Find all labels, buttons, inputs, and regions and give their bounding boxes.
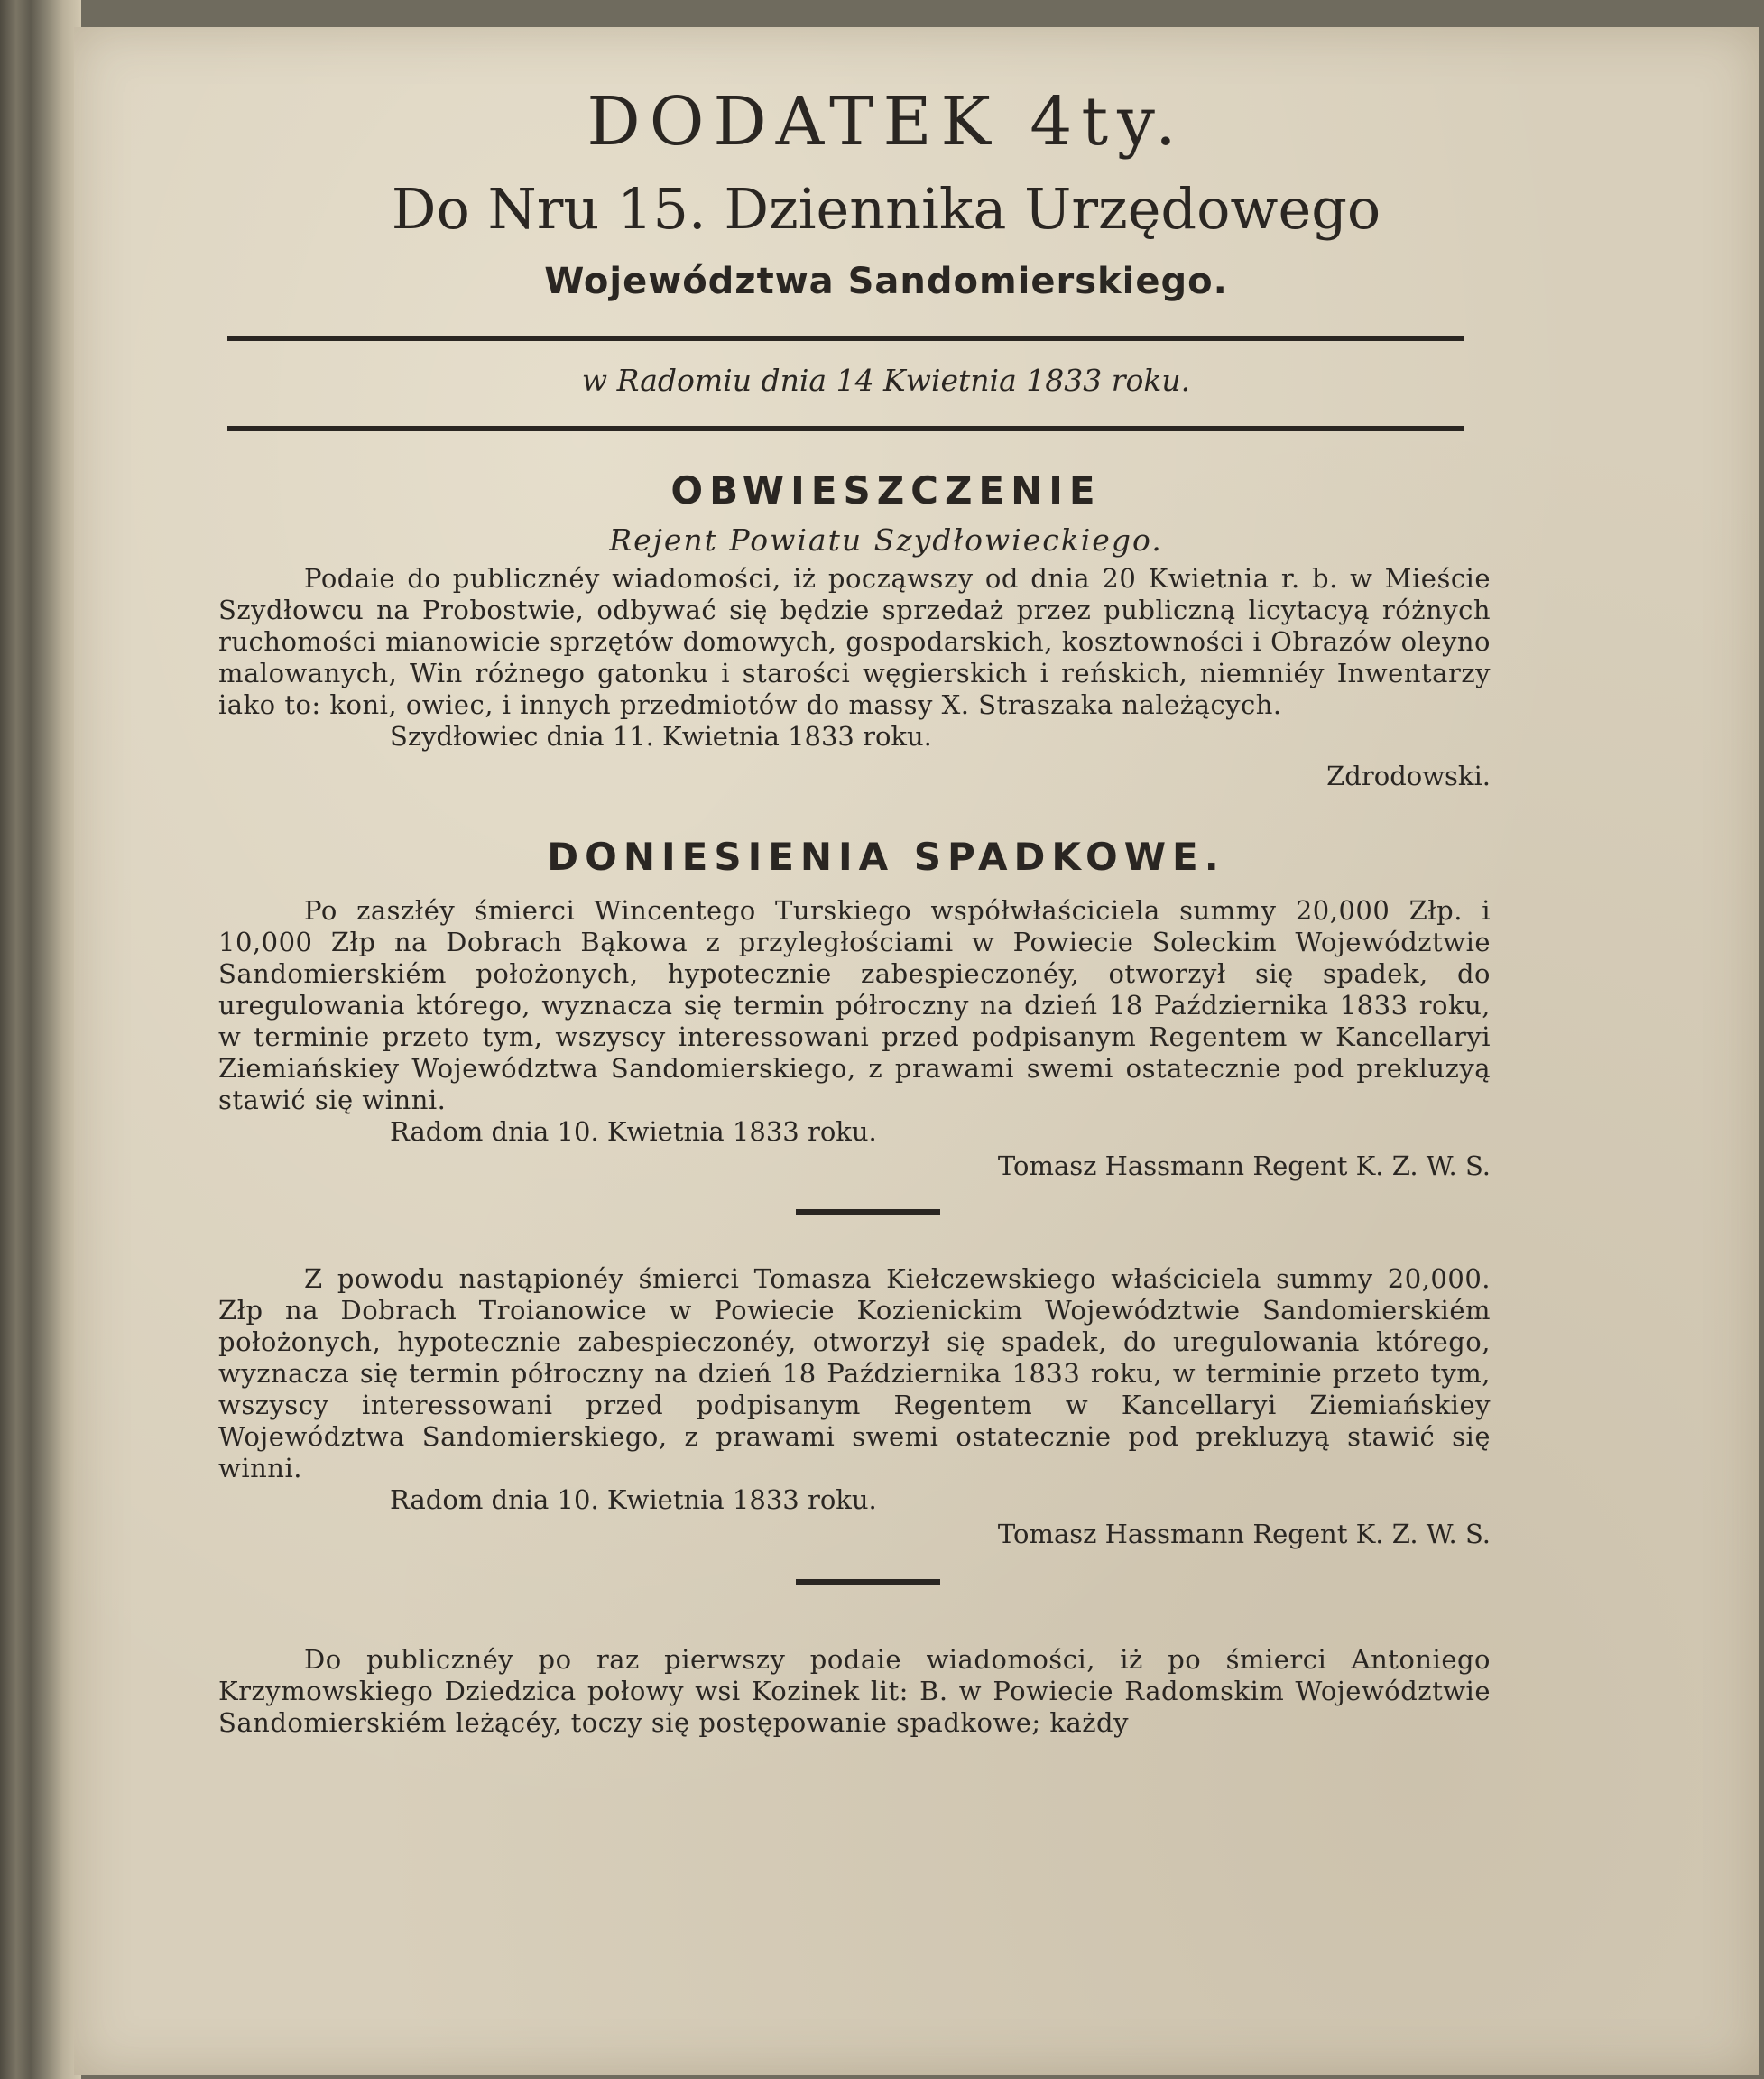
journal-title: Do Nru 15. Dziennika Urzędowego [391,176,1381,242]
inheritance-notice-3-body [218,1644,1491,1739]
notice-body-text: Podaie do publicznéy wiadomości, iż począwszy od dnia 20 Kwietnia r. b. w Mieście Szydłowcu na Probostwie, odbywać się będzie sprzedaż przez publiczną licytacyą różnych ruchomości mianowicie sprzętów domowych, gospodarskich, kosztowności i Obrazów oleyno malowanych, Win różnego gatonku i starości węgierskich i reńskich, niemniéy Inwentarzy iako to: koni, owiec, i innych przedmiotów do massy X. Straszaka należących. [218,563,1491,720]
notice-signature: Zdrodowski. [1326,761,1491,791]
inheritance-notice-2-signature: Tomasz Hassmann Regent K. Z. W. S. [997,1519,1491,1549]
document-page [74,27,1759,2075]
notice-heading: OBWIESZCZENIE [670,468,1102,513]
voivodeship-title: Województwa Sandomierskiego. [544,261,1228,302]
inheritance-notice-2-text: Z powodu nastąpionéy śmierci Tomasza Kiełczewskiego właściciela summy 20,000. Złp na Dobrach Troianowice w Powiecie Kozienickim Województwie Sandomierskiém położonych, hypotecznie zabespieczonéy, otworzył się spadek, do uregulowania którego, wyznacza się termin półroczny na dzień 18 Października 1833 roku, w terminie przeto tym, wszyscy interessowani przed podpisanym Regentem w Kancellaryi Ziemiańskiey Województwa Sandomierskiego, z prawami swemi ostatecznie pod prekluzyą stawić się winni. [218,1263,1491,1483]
page-content [209,54,1563,1739]
issue-dateline: w Radomiu dnia 14 Kwietnia 1833 roku. [581,363,1191,398]
inheritance-notice-1-body [218,895,1491,1116]
supplement-title: DODATEK 4ty. [586,83,1186,161]
inheritance-notice-1-place-date: Radom dnia 10. Kwietnia 1833 roku. [390,1116,877,1147]
header-rule-top [227,336,1464,341]
inheritance-notice-2-body [218,1263,1491,1484]
inheritance-heading: DONIESIENIA SPADKOWE. [547,835,1225,879]
notice-body [218,563,1491,721]
inheritance-notice-2-place-date: Radom dnia 10. Kwietnia 1833 roku. [390,1484,877,1515]
inheritance-notice-1-signature: Tomasz Hassmann Regent K. Z. W. S. [997,1150,1491,1181]
notice-place-date: Szydłowiec dnia 11. Kwietnia 1833 roku. [390,721,932,752]
notice-subheading: Rejent Powiatu Szydłowieckiego. [609,522,1163,558]
inheritance-notice-1-text: Po zaszłéy śmierci Wincentego Turskiego współwłaściciela summy 20,000 Złp. i 10,000 Złp na Dobrach Bąkowa z przyległościami w Powiecie Soleckim Województwie Sandomierskiém położonych, hypotecznie zabespieczonéy, otworzył się spadek, do uregulowania którego, wyznacza się termin półroczny na dzień 18 Października 1833 roku, w terminie przeto tym, wszyscy interessowani przed podpisanym Regentem w Kancellaryi Ziemiańskiey Województwa Sandomierskiego, z prawami swemi ostatecznie pod prekluzyą stawić się winni. [218,895,1491,1115]
book-binding [0,0,81,2079]
inheritance-notice-3-text: Do publicznéy po raz pierwszy podaie wiadomości, iż po śmierci Antoniego Krzymowskiego Dziedzica połowy wsi Kozinek lit: B. w Powiecie Radomskim Województwie Sandomierskiém leżącéy, toczy się postępowanie spadkowe; każdy [218,1644,1491,1738]
